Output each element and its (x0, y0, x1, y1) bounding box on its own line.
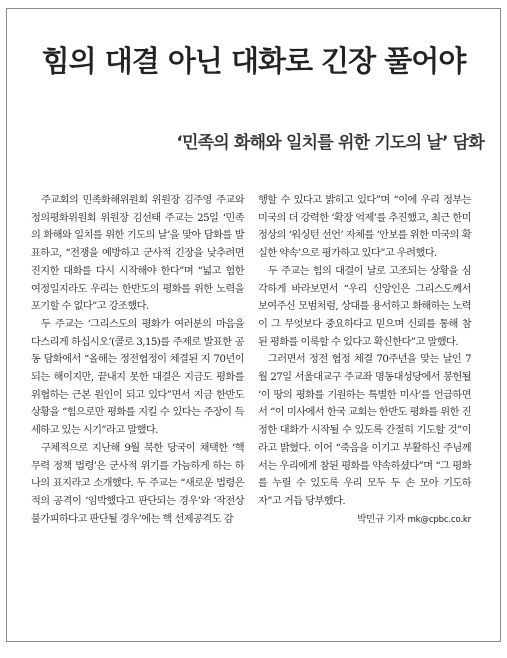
paragraph: 그러면서 정전 협정 체결 70주년을 맞는 날인 7월 27일 서울대교구 주교좌 명동대성당에서 봉헌될 ‘이 땅의 평화를 기원하는 특별한 미사’를 언급하면서 “이 미사에서 한국 교회는 한반도 평화를 위한 진정한 대화가 시작될 수 있도록 간절히 기도할 것”이라고 밝혔다. 이어 “죽음을 이기고 부활하신 주님께서는 우리에게 참된 평화를 약속하셨다”며 “그 평화를 누릴 수 있도록 우리 모두 두 손 모아 기도하자”고 거듭 당부했다. (258, 354, 471, 507)
article-body (31, 192, 471, 529)
reporter-name: 박민규 기자 (357, 513, 405, 525)
right-column (258, 192, 471, 529)
subheadline: ‘민족의 화해와 일치를 위한 기도의 날’ 담화 (176, 133, 484, 153)
reporter-email[interactable]: mk@cpbc.co.kr (407, 514, 471, 525)
headline: 힘의 대결 아닌 대화로 긴장 풀어야 (41, 44, 466, 78)
paragraph: 두 주교는 힘의 대결이 날로 고조되는 상황을 심각하게 바라보면서 “우리 신앙인은 그리스도께서 보여주신 모범처럼, 상대를 용서하고 화해하는 노력이 그 무엇보다 중요하다고 믿으며 신뢰를 통해 참된 평화를 이룩할 수 있다고 확신한다”고 말했다. (258, 265, 471, 348)
article-page (6, 8, 501, 642)
paragraph: 주교회의 민족화해위원회 위원장 김주영 주교와 정의평화위원회 위원장 김선태 주교는 25일 ‘민족의 화해와 일치를 위한 기도의 날’을 맞아 담화를 발표하고, “전쟁을 예방하고 군사적 긴장을 낮추려면 진지한 대화를 다시 시작해야 한다”며 “넓고 험한 여정일지라도 우리는 한반도의 평화를 위한 노력을 포기할 수 없다”고 강조했다. (31, 195, 244, 313)
byline (258, 511, 471, 530)
paragraph: 구체적으로 지난해 9월 북한 당국이 채택한 ‘핵 무력 정책 법령’은 군사적 위기를 가늠하게 하는 하나의 표지라고 소개했다. 두 주교는 “새로운 법령은 적의 공격이 ‘임박했다고 판단되는 경우’와 ‘작전상 불가피하다고 판단될 경우’에는 핵 선제공격도 감 (31, 442, 244, 525)
paragraph: 행할 수 있다고 밝히고 있다”며 “이에 우리 정부는 미국의 더 강력한 ‘확장 억제’를 추진했고, 최근 한미 정상의 ‘워싱턴 선언’ 자체를 ‘안보를 위한 미국의 확실한 약속’으로 평가하고 있다”고 우려했다. (258, 195, 471, 260)
paragraph: 두 주교는 ‘그리스도의 평화가 여러분의 마음을 다스리게 하십시오’(콜로 3,15)를 주제로 발표한 공동 담화에서 “올해는 정전협정이 체결된 지 70년이 되는 해이지만, 끝내지 못한 대결은 지금도 평화를 위협하는 근본 원인이 되고 있다”면서 지금 한반도 상황을 “힘으로만 평화를 지킬 수 있다는 주장이 득세하고 있는 시기”라고 말했다. (31, 318, 244, 437)
left-column (31, 192, 244, 529)
